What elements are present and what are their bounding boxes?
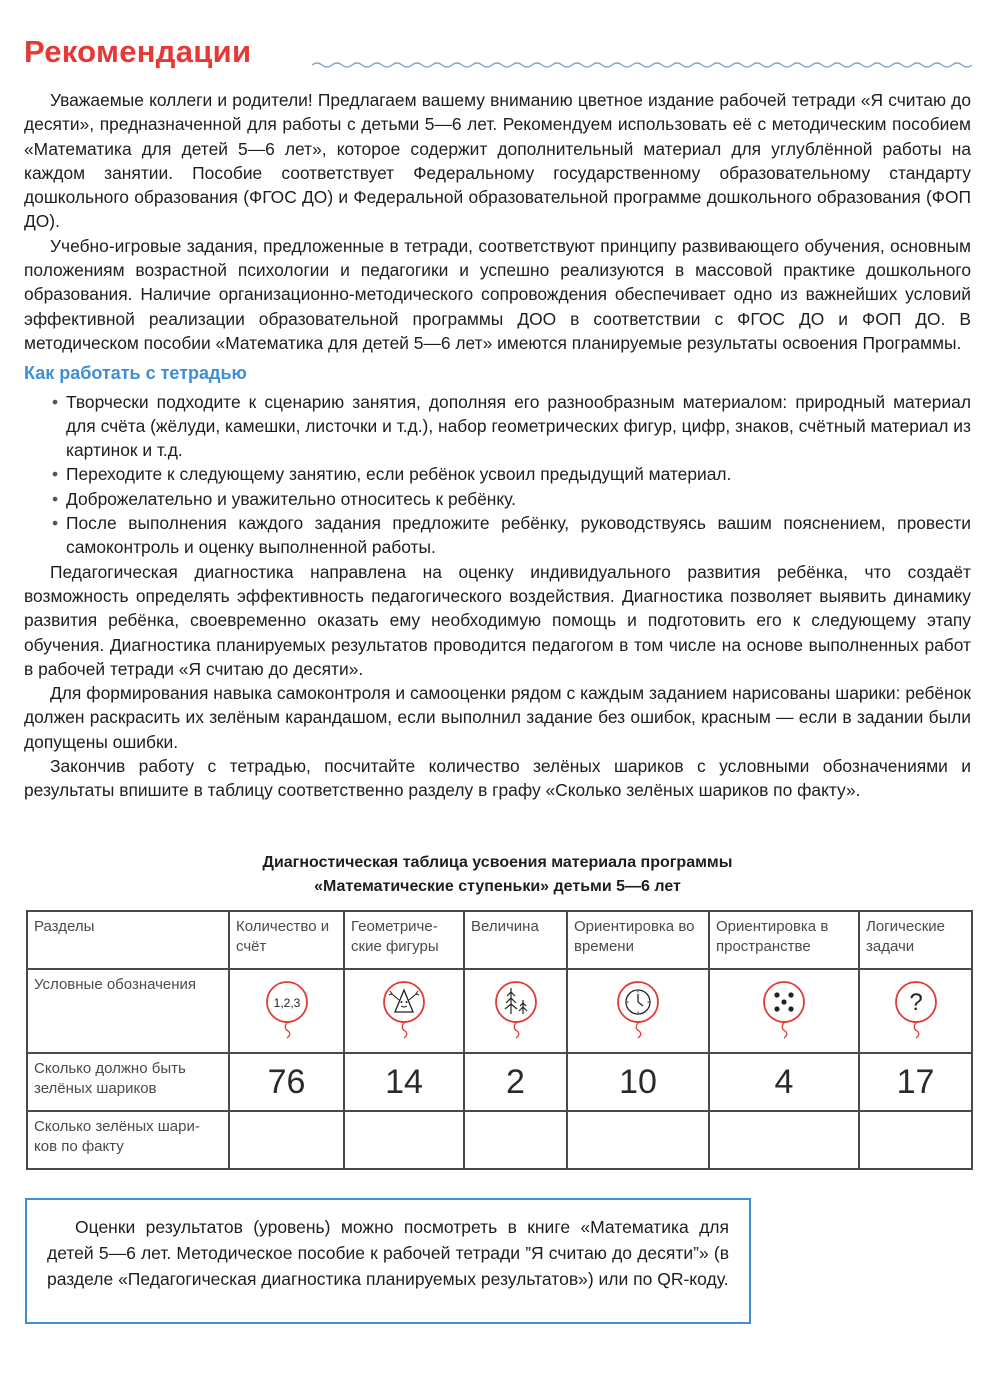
expected-time: 10	[567, 1053, 709, 1111]
expected-logic: 17	[859, 1053, 972, 1111]
question-balloon-icon	[888, 976, 944, 1040]
info-note-text: Оценки результатов (уровень) можно посмотреть в книге «Математика для детей 5—6 лет. Методическое пособие к рабочей тетради ”Я считаю до десяти”» (в разделе «Педагогическая диагностика планируемых результатов») или по QR-коду.	[47, 1217, 729, 1289]
table-caption	[24, 851, 971, 899]
actual-geometry-cell[interactable]	[344, 1111, 464, 1169]
counting-balloon-icon	[259, 976, 315, 1040]
table-caption-line-2: «Математические ступеньки» детьми 5—6 лет	[314, 878, 681, 895]
row-label-sections: Разделы	[27, 911, 229, 969]
expected-counting: 76	[229, 1053, 344, 1111]
row-label-actual: Сколько зелёных шари-ков по факту	[27, 1111, 229, 1169]
wavy-divider	[312, 60, 972, 70]
column-header-counting: Количество и счёт	[229, 911, 344, 969]
column-header-time: Ориентировка во времени	[567, 911, 709, 969]
row-label-expected: Сколько должно быть зелёных шариков	[27, 1053, 229, 1111]
table-row-expected	[27, 1053, 972, 1111]
intro-paragraph-1: Уважаемые коллеги и родители! Предлагаем вашему вниманию цветное издание рабочей тетради «Я считаю до десяти», предназначенной для работы с детьми 5—6 лет. Рекомендуем использовать её с методическим пособием «Математика для детей 5—6 лет», которое содержит дополнительный материал для углублённой работы на каждом занятии. Пособие соответствует Федеральному государственному образовательному стандарту дошкольного образования (ФГОС ДО) и Федеральной образовательной программе дошкольного образования (ФОП ДО).	[24, 90, 971, 232]
diagnostic-table	[26, 910, 973, 1170]
dots-balloon-icon	[756, 976, 812, 1040]
size-trees-balloon-icon	[488, 976, 544, 1040]
column-header-size: Величина	[464, 911, 567, 969]
svg-text:1,2,3: 1,2,3	[273, 996, 300, 1010]
self-control-paragraph: Для формирования навыка самоконтроля и самооценки рядом с каждым заданием нарисованы шарики: ребёнок должен раскрасить их зелёным карандашом, если выполнил задание без ошибок, красным — если в задании были допущены ошибки.	[24, 683, 971, 752]
actual-time-cell[interactable]	[567, 1111, 709, 1169]
clock-balloon-icon	[610, 976, 666, 1040]
column-header-geometry: Геометриче-ские фигуры	[344, 911, 464, 969]
tip-item: • Творчески подходите к сценарию занятия, дополняя его разнообразным материалом: природный материал для счёта (жёлуди, камешки, листочки и т.д.), набор геометрических фигур, цифр, знаков, счётный материал из картинок и т.д.	[24, 390, 971, 463]
table-caption-line-1: Диагностическая таблица усвоения материала программы	[262, 854, 733, 871]
expected-size: 2	[464, 1053, 567, 1111]
geometry-balloon-icon	[376, 976, 432, 1040]
expected-geometry: 14	[344, 1053, 464, 1111]
tip-item: • Переходите к следующему занятию, если ребёнок усвоил предыдущий материал.	[24, 462, 971, 486]
diagnostics-paragraph: Педагогическая диагностика направлена на оценку индивидуального развития ребёнка, что создаёт возможность определять эффективность педагогического воздействия. Диагностика позволяет выявить динамику развития ребёнка, своевременно оказать ему необходимую помощь и подготовить его к следующему этапу обучения. Диагностика планируемых результатов проводится педагогом в том числе на основе выполненных работ в рабочей тетради «Я считаю до десяти».	[24, 561, 971, 679]
info-note-box	[25, 1198, 751, 1324]
table-row-actual	[27, 1111, 972, 1169]
intro-paragraph-2: Учебно-игровые задания, предложенные в тетради, соответствуют принципу развивающего обучения, основным положениям возрастной психологии и педагогики и успешно реализуются в массовой практике дошкольного образования. Наличие организационно-методического сопровождения обеспечивает одно из важнейших условий эффективной реализации образовательной программы ДОО в соответствии с ФГОС ДО и ФОП ДО. В методическом пособии «Математика для детей 5—6 лет» имеются планируемые результаты освоения Программы.	[24, 235, 971, 353]
page-header	[24, 34, 974, 78]
actual-size-cell[interactable]	[464, 1111, 567, 1169]
column-header-space: Ориентировка в пространстве	[709, 911, 859, 969]
table-row-sections	[27, 911, 972, 969]
main-text	[24, 88, 971, 803]
page-title: Рекомендации	[24, 34, 252, 69]
table-row-symbols	[27, 969, 972, 1053]
column-header-logic: Логические задачи	[859, 911, 972, 969]
tips-list	[24, 390, 971, 560]
section-subheading: Как работать с тетрадью	[24, 363, 247, 384]
actual-space-cell[interactable]	[709, 1111, 859, 1169]
expected-space: 4	[709, 1053, 859, 1111]
row-label-symbols: Условные обозначения	[27, 969, 229, 1053]
tip-item: • Доброжелательно и уважительно относитесь к ребёнку.	[24, 487, 971, 511]
final-paragraph: Закончив работу с тетрадью, посчитайте количество зелёных шариков с условными обозначениями и результаты впишите в таблицу соответственно разделу в графу «Сколько зелёных шариков по факту».	[24, 756, 971, 801]
actual-counting-cell[interactable]	[229, 1111, 344, 1169]
svg-text:?: ?	[908, 989, 923, 1016]
tip-item: • После выполнения каждого задания предложите ребёнку, руководствуясь вашим пояснением, провести самоконтроль и оценку выполненной работы.	[24, 511, 971, 560]
actual-logic-cell[interactable]	[859, 1111, 972, 1169]
